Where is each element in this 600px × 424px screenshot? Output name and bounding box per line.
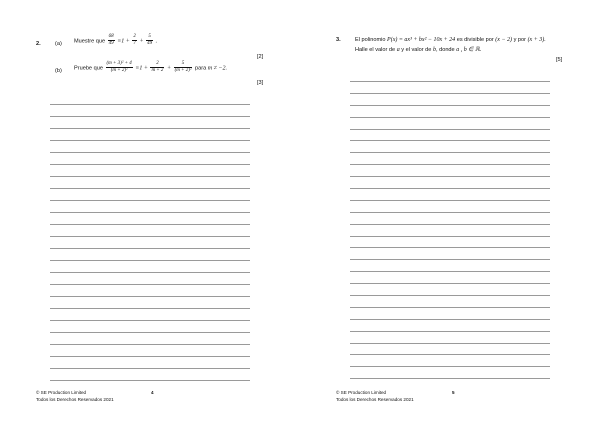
answer-lines[interactable] (350, 81, 550, 390)
answer-line[interactable] (350, 319, 550, 320)
equivalence: ≡1 + (135, 65, 148, 72)
rights-text: Todos los Derechos Reservados 2021 (336, 396, 414, 402)
denominator: (m + 2)² (110, 68, 128, 74)
answer-line[interactable] (50, 272, 250, 273)
answer-line[interactable] (350, 93, 550, 94)
answer-line[interactable] (50, 224, 250, 225)
answer-line[interactable] (350, 331, 550, 332)
plus-sign: + (167, 65, 172, 72)
answer-line[interactable] (350, 307, 550, 308)
fraction (108, 34, 115, 48)
answer-line[interactable] (350, 188, 550, 189)
question-text: y el valor de (401, 47, 432, 53)
answer-line[interactable] (350, 176, 550, 177)
footer (336, 390, 414, 403)
footer (36, 390, 114, 403)
answer-line[interactable] (350, 152, 550, 153)
domain: a , b ∈ ℝ. (456, 47, 482, 53)
part-label: (a) (55, 41, 62, 47)
numerator: (m + 3)² + 4 (106, 61, 133, 68)
question-line-1 (355, 37, 546, 43)
answer-line[interactable] (350, 129, 550, 130)
answer-line[interactable] (350, 259, 550, 260)
answer-line[interactable] (350, 140, 550, 141)
denominator: m + 2 (151, 68, 164, 74)
question-text: , donde (435, 47, 455, 53)
marks-label: [3] (257, 80, 264, 86)
answer-line[interactable] (50, 212, 250, 213)
answer-line[interactable] (50, 188, 250, 189)
fraction (132, 34, 137, 48)
answer-line[interactable] (350, 105, 550, 106)
question-line-2 (355, 46, 481, 53)
part-label: (b) (55, 68, 62, 74)
answer-line[interactable] (50, 200, 250, 201)
answer-line[interactable] (350, 283, 550, 284)
answer-line[interactable] (50, 356, 250, 357)
answer-line[interactable] (350, 236, 550, 237)
answer-line[interactable] (50, 284, 250, 285)
part-b-prompt: Pruebe que (74, 65, 103, 72)
fraction (106, 61, 133, 75)
factor: (x − 2) (495, 37, 512, 43)
answer-line[interactable] (350, 378, 550, 379)
answer-line[interactable] (50, 368, 250, 369)
part-b-tail: para (195, 65, 207, 72)
numerator: 2 (132, 34, 137, 41)
page-number: 5 (452, 390, 455, 395)
question-text: y por (513, 37, 526, 43)
answer-line[interactable] (350, 271, 550, 272)
answer-line[interactable] (350, 117, 550, 118)
answer-line[interactable] (350, 343, 550, 344)
answer-line[interactable] (350, 247, 550, 248)
answer-line[interactable] (50, 296, 250, 297)
answer-line[interactable] (350, 366, 550, 367)
answer-line[interactable] (50, 104, 250, 105)
answer-line[interactable] (50, 236, 250, 237)
answer-line[interactable] (50, 320, 250, 321)
part-a-text (74, 34, 157, 48)
variable-a: a (396, 47, 400, 53)
answer-line[interactable] (50, 152, 250, 153)
fraction (174, 61, 193, 75)
rights-text: Todos los Derechos Reservados 2021 (36, 396, 114, 402)
denominator: 7 (133, 41, 136, 47)
numerator: 2 (150, 61, 164, 68)
numerator: 5 (146, 34, 153, 41)
copyright-text: © SE Production Limited (36, 390, 87, 395)
question-number: 2. (36, 41, 41, 47)
answer-line[interactable] (50, 380, 250, 381)
answer-line[interactable] (50, 140, 250, 141)
answer-line[interactable] (350, 164, 550, 165)
part-b-text (74, 61, 227, 75)
answer-lines[interactable] (50, 104, 250, 392)
answer-line[interactable] (50, 116, 250, 117)
fraction (146, 34, 153, 48)
answer-line[interactable] (50, 128, 250, 129)
answer-line[interactable] (50, 332, 250, 333)
answer-line[interactable] (350, 224, 550, 225)
numerator: 5 (174, 61, 193, 68)
part-a-prompt: Muestre que (74, 38, 106, 45)
answer-line[interactable] (50, 176, 250, 177)
marks-label: [5] (556, 57, 563, 63)
answer-line[interactable] (50, 308, 250, 309)
answer-line[interactable] (50, 248, 250, 249)
numerator: 68 (108, 34, 115, 41)
fraction (150, 61, 164, 75)
answer-line[interactable] (50, 344, 250, 345)
plus-sign: + (139, 38, 144, 45)
question-text: El polinomio (355, 37, 386, 43)
denominator: 49 (108, 41, 114, 47)
denominator: 49 (147, 41, 153, 47)
polynomial: P(x) = ax³ + bx² − 10x + 24 (387, 37, 456, 43)
marks-label: [2] (257, 54, 264, 60)
factor: (x + 3). (527, 37, 546, 43)
page-number: 4 (151, 390, 154, 395)
denominator: (m + 2)² (174, 68, 192, 74)
question-text: Halle el valor de (355, 47, 396, 53)
variable-b: b (432, 47, 436, 53)
answer-line[interactable] (350, 200, 550, 201)
question-number: 3. (336, 37, 341, 43)
answer-line[interactable] (350, 81, 550, 82)
answer-line[interactable] (350, 295, 550, 296)
condition: m ≠ −2. (207, 65, 227, 72)
answer-line[interactable] (50, 260, 250, 261)
answer-line[interactable] (350, 212, 550, 213)
question-text: es divisible por (456, 37, 494, 43)
period: . (155, 38, 158, 45)
answer-line[interactable] (350, 354, 550, 355)
right-page (300, 0, 600, 424)
copyright-text: © SE Production Limited (336, 390, 387, 395)
equivalence: ≡1 + (117, 38, 130, 45)
answer-line[interactable] (50, 164, 250, 165)
